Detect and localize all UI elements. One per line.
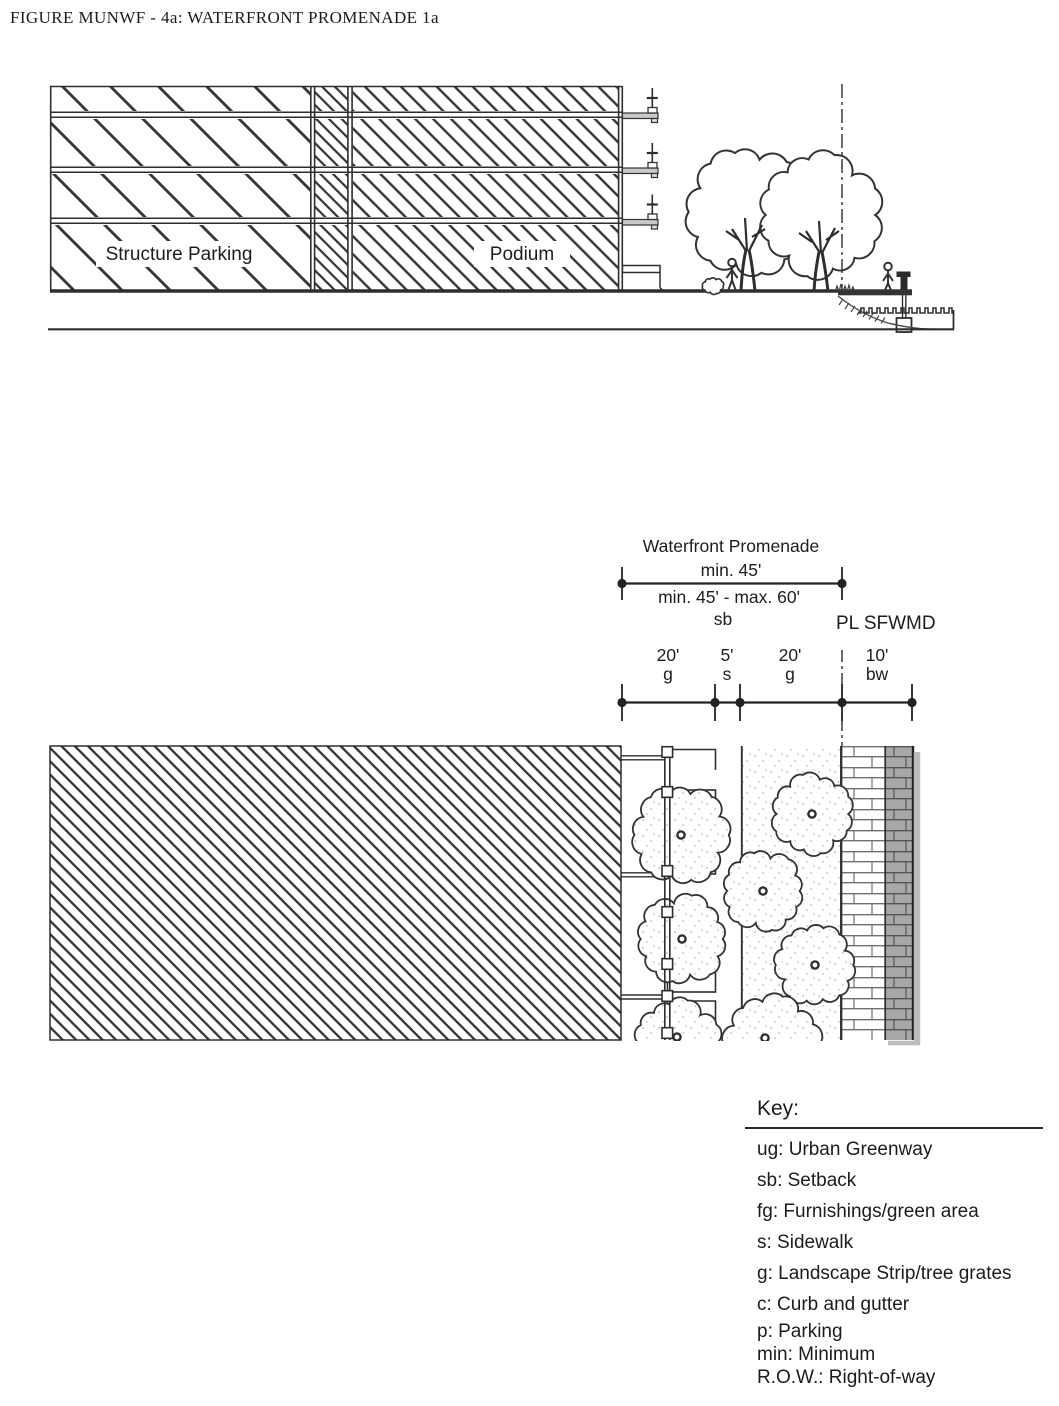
segment-abbr-1: s <box>722 664 732 684</box>
bollard-and-pile <box>897 272 912 333</box>
balconies <box>623 88 659 229</box>
setback-abbr-label: sb <box>713 609 733 629</box>
podium-label: Podium <box>489 244 555 265</box>
section-drawing <box>48 84 954 332</box>
legend-heading: Key: <box>745 1097 1043 1129</box>
seawall-shadow <box>914 752 921 1045</box>
segment-width-3: 10' <box>865 645 889 665</box>
boardwalk-deck <box>838 289 912 295</box>
legend-item-p: p: Parking <box>757 1321 843 1342</box>
building-footprint-hatch <box>50 746 621 1040</box>
promenade-fence <box>662 746 673 1040</box>
segment-width-0: 20' <box>656 645 680 665</box>
segment-abbr-3: bw <box>865 664 889 684</box>
section-tree-canopies <box>686 149 883 280</box>
promenade-dim-title: Waterfront Promenade <box>642 536 820 556</box>
segment-width-1: 5' <box>720 645 734 665</box>
legend-item-min: min: Minimum <box>757 1344 876 1365</box>
figure-title: FIGURE MUNWF - 4a: WATERFRONT PROMENADE 1a <box>10 8 439 27</box>
legend-item-ug: ug: Urban Greenway <box>757 1139 933 1160</box>
legend-item-s: s: Sidewalk <box>757 1232 854 1253</box>
structure-parking-label: Structure Parking <box>105 244 253 265</box>
segment-abbr-2: g <box>785 664 795 684</box>
plan-drawing <box>50 746 920 1095</box>
text-layer <box>96 241 936 684</box>
legend <box>745 1097 1043 1388</box>
promenade-range-label: min. 45' - max. 60' <box>658 587 800 607</box>
legend-item-g: g: Landscape Strip/tree grates <box>757 1263 1012 1284</box>
building-base-step <box>623 266 669 292</box>
legend-item-c: c: Curb and gutter <box>757 1294 910 1315</box>
segment-width-2: 20' <box>778 645 802 665</box>
dimension-row-segments <box>617 684 916 721</box>
legend-item-row: R.O.W.: Right-of-way <box>757 1367 936 1388</box>
seawall-strip <box>885 746 913 1040</box>
property-line-label: PL SFWMD <box>836 613 936 634</box>
person-figure-deck <box>883 263 893 292</box>
segment-abbr-0: g <box>663 664 673 684</box>
legend-item-fg: fg: Furnishings/green area <box>757 1201 979 1222</box>
legend-item-sb: sb: Setback <box>757 1170 857 1191</box>
promenade-min-label: min. 45' <box>700 560 762 580</box>
